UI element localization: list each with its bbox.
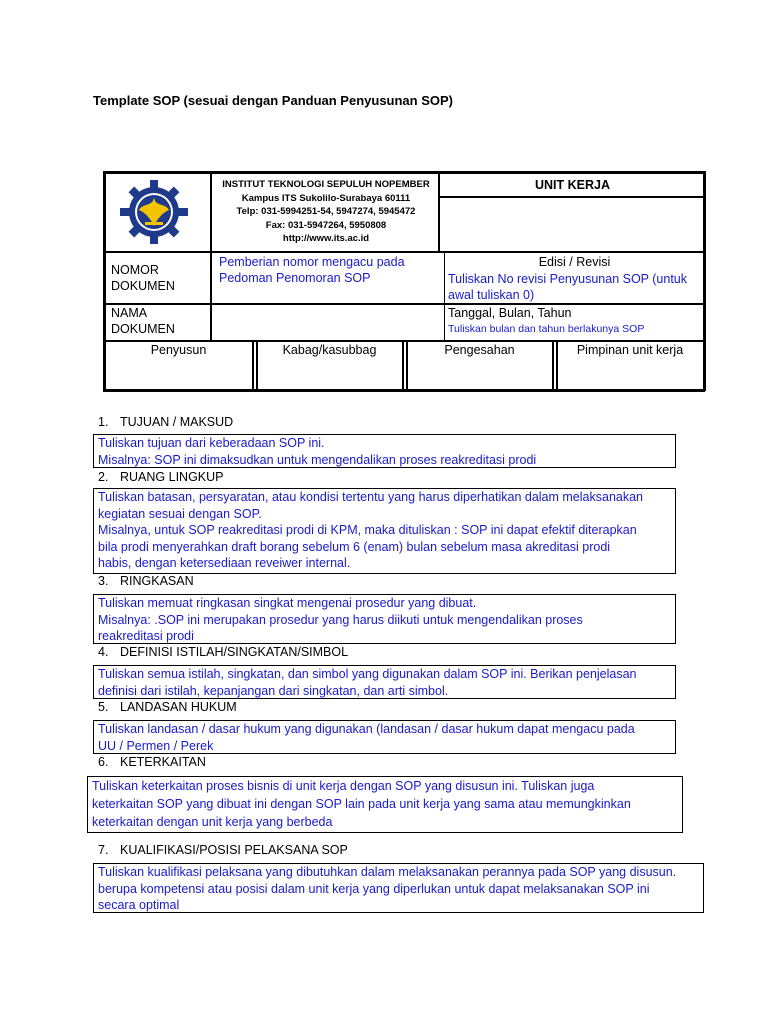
institution-website: http://www.its.ac.id xyxy=(282,233,370,244)
tanggal-label: Tanggal, Bulan, Tahun xyxy=(448,306,572,320)
signatory-pimpinan: Pimpinan unit kerja xyxy=(576,343,684,357)
document-title: Template SOP (sesuai dengan Panduan Penyusunan SOP) xyxy=(93,93,453,108)
edisi-revisi-value: Tuliskan No revisi Penyusunan SOP (untuk awal tuliskan 0) xyxy=(448,272,688,302)
section-1-heading: 1. TUJUAN / MAKSUD xyxy=(98,415,234,429)
section-4-heading: 4. DEFINISI ISTILAH/SINGKATAN/SIMBOL xyxy=(98,645,349,659)
section-7-heading: 7. KUALIFIKASI/POSISI PELAKSANA SOP xyxy=(98,843,348,857)
institution-phone: Telp: 031-5994251-54, 5947274, 5945472 xyxy=(236,206,416,217)
section-3-box: Tuliskan memuat ringkasan singkat mengenai prosedur yang dibuat. Misalnya: .SOP ini merupakan prosedur yang harus diikuti untuk mengendalikan proses reakreditasi prodi xyxy=(93,594,676,644)
nomor-dokumen-value: Pemberian nomor mengacu pada Pedoman Penomoran SOP xyxy=(219,255,405,285)
unit-kerja-label: UNIT KERJA xyxy=(534,178,610,192)
section-5-heading: 5. LANDASAN HUKUM xyxy=(98,700,237,714)
institution-address: Kampus ITS Sukolilo-Surabaya 60111 xyxy=(241,192,411,204)
tanggal-value: Tuliskan bulan dan tahun berlakunya SOP xyxy=(448,323,645,335)
signatory-pengesahan: Pengesahan xyxy=(444,343,515,357)
section-4-box: Tuliskan semua istilah, singkatan, dan simbol yang digunakan dalam SOP ini. Berikan penjelasan definisi dari istilah, kepanjangan dari singkatan, dan arti simbol. xyxy=(93,665,676,699)
section-6-heading: 6. KETERKAITAN xyxy=(98,755,206,769)
section-2-box: Tuliskan batasan, persyaratan, atau kondisi tertentu yang harus diperhatikan dalam melaksanakan kegiatan sesuai dengan SOP. Misalnya, untuk SOP reakreditasi prodi di KPM, maka dituliskan : SOP ini dapat efektif diterapkan bila prodi menyerahkan draft borang sebelum 6 (enam) bulan sebelum masa akreditasi prodi habis, dengan ketersediaan reveiwer internal. xyxy=(93,488,676,574)
section-5-box: Tuliskan landasan / dasar hukum yang digunakan (landasan / dasar hukum dapat mengacu pada UU / Permen / Perek xyxy=(93,720,676,754)
signatory-kabag: Kabag/kasubbag xyxy=(282,343,377,357)
nama-dokumen-label: NAMA DOKUMEN xyxy=(111,306,175,336)
section-2-heading: 2. RUANG LINGKUP xyxy=(98,470,224,484)
edisi-revisi-label: Edisi / Revisi xyxy=(538,255,611,269)
institution-fax: Fax: 031-5947264, 5950808 xyxy=(265,219,387,231)
section-3-heading: 3. RINGKASAN xyxy=(98,574,194,588)
section-7-box: Tuliskan kualifikasi pelaksana yang dibutuhkan dalam melaksanakan perannya pada SOP yang disusun. berupa kompetensi atau posisi dalam unit kerja yang diperlukan untuk dapat melaksanakan SOP ini secara optimal xyxy=(93,863,704,913)
its-logo-icon xyxy=(116,178,194,246)
institution-info xyxy=(214,178,438,246)
nomor-dokumen-label: NOMOR DOKUMEN xyxy=(111,263,175,293)
institution-name: INSTITUT TEKNOLOGI SEPULUH NOPEMBER xyxy=(222,179,430,190)
section-1-box: Tuliskan tujuan dari keberadaan SOP ini. Misalnya: SOP ini dimaksudkan untuk mengendalikan proses reakreditasi prodi xyxy=(93,434,676,468)
section-6-box: Tuliskan keterkaitan proses bisnis di unit kerja dengan SOP yang disusun ini. Tuliskan juga keterkaitan SOP yang dibuat ini dengan SOP lain pada unit kerja yang sama atau memungkinkan keterkaitan dengan unit kerja yang berbeda xyxy=(87,776,683,833)
signatory-penyusun: Penyusun xyxy=(150,343,207,357)
